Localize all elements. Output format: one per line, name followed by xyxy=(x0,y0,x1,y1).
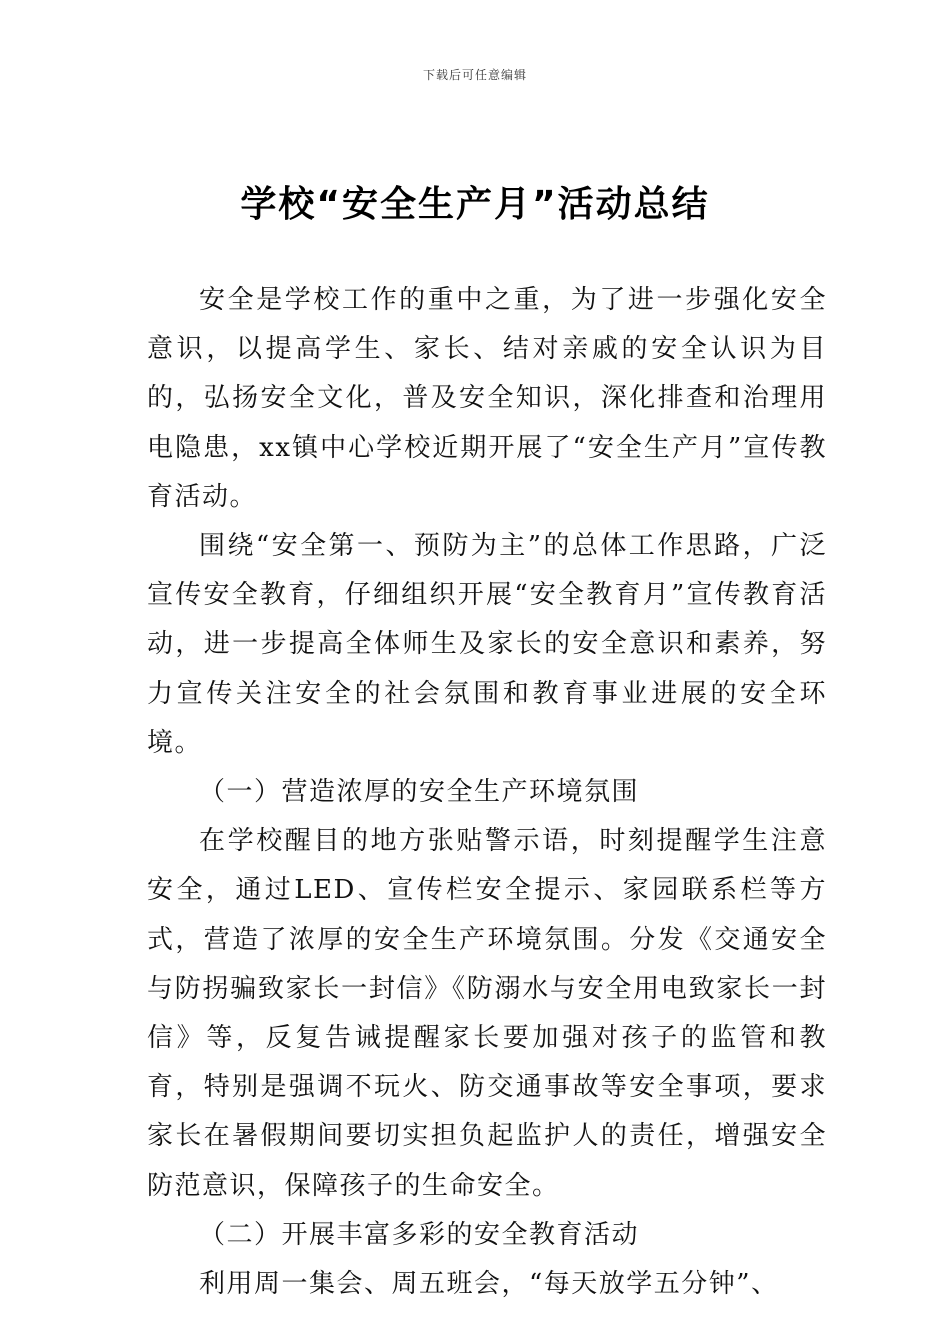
section-heading-1: （一）营造浓厚的安全生产环境氛围 xyxy=(199,777,640,808)
paragraph-approach: 围绕“安全第一、预防为主”的总体工作思路，广泛宣传安全教育，仔细组织开展“安全教育月”宣传教育活动，进一步提高全体师生及家长的安全意识和素养，努力宣传关注安全的社会氛围和教育事业进展的安全环境。 xyxy=(147,531,827,758)
paragraph-intro: 安全是学校工作的重中之重，为了进一步强化安全意识，以提高学生、家长、结对亲戚的安全认识为目的，弘扬安全文化，普及安全知识，深化排查和治理用电隐患，xx镇中心学校近期开展了“安全生产月”宣传教育活动。 xyxy=(147,285,827,512)
section-1-paragraph: 在学校醒目的地方张贴警示语，时刻提醒学生注意安全，通过LED、宣传栏安全提示、家园联系栏等方式，营造了浓厚的安全生产环境氛围。分发《交通安全与防拐骗致家长一封信》《防溺水与安全用电致家长一封信》等，反复告诫提醒家长要加强对孩子的监管和教育，特别是强调不玩火、防交通事故等安全事项，要求家长在暑假期间要切实担负起监护人的责任，增强安全防范意识，保障孩子的生命安全。 xyxy=(147,826,827,1201)
header-note: 下载后可任意编辑 xyxy=(422,68,527,82)
document-body xyxy=(147,276,827,1309)
section-heading-2: （二）开展丰富多彩的安全教育活动 xyxy=(199,1219,640,1250)
document-title: 学校“安全生产月”活动总结 xyxy=(240,184,710,225)
section-2-paragraph: 利用周一集会、周五班会，“每天放学五分钟”、 xyxy=(199,1269,779,1300)
